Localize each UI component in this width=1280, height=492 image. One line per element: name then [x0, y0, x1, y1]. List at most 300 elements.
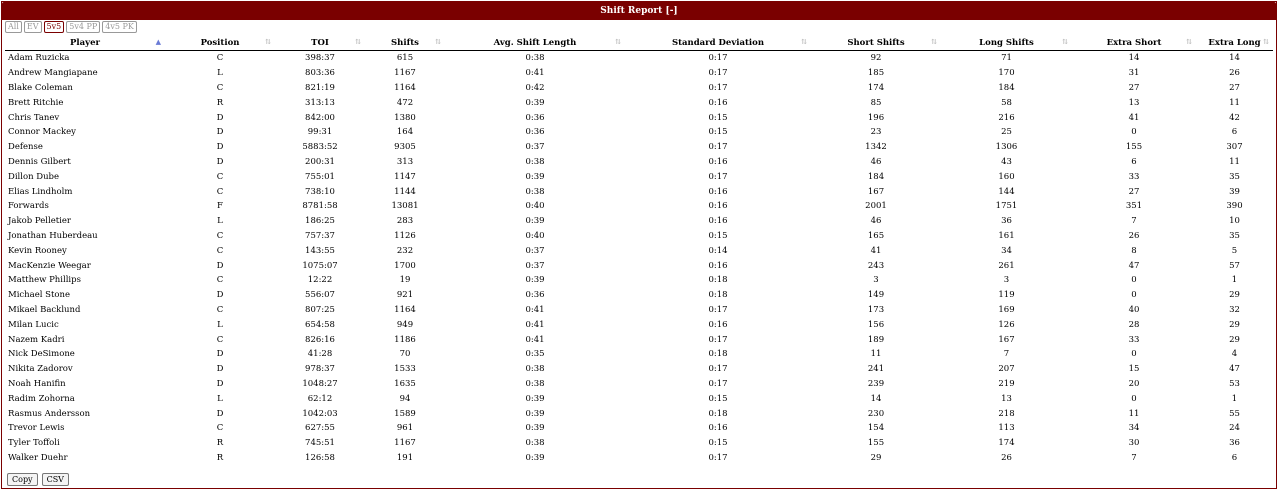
table-cell: C	[216, 82, 224, 93]
table-cell: D	[216, 349, 224, 360]
table-cell: 0:17	[708, 171, 728, 182]
table-cell: 167	[998, 334, 1015, 345]
table-cell: 0:16	[708, 423, 728, 434]
table-cell: 33	[1128, 171, 1140, 182]
table-cell: 738:10	[305, 186, 335, 197]
table-cell: 0:37	[525, 245, 545, 256]
table-cell: 8781:58	[302, 201, 338, 212]
column-header-toi[interactable]	[275, 35, 365, 51]
table-cell: 11	[1229, 97, 1240, 108]
table-cell: 0:16	[708, 156, 728, 167]
table-cell: 26	[1001, 452, 1012, 463]
table-row	[5, 362, 1273, 377]
player-name-cell: Milan Lucic	[8, 319, 59, 330]
table-cell: D	[216, 290, 224, 301]
table-cell: 53	[1229, 378, 1240, 389]
table-cell: D	[216, 260, 224, 271]
table-row	[5, 214, 1273, 229]
table-cell: 0:14	[708, 245, 728, 256]
column-header-label: Long Shifts	[979, 37, 1034, 48]
table-cell: 0:17	[708, 142, 728, 153]
table-cell: 92	[870, 53, 882, 64]
table-cell: L	[217, 216, 223, 227]
table-cell: 184	[867, 171, 885, 182]
table-cell: 0:39	[525, 423, 545, 434]
sort-icon: ⇅	[615, 37, 621, 46]
sort-icon: ⇅	[1263, 37, 1269, 46]
table-cell: 0	[1131, 127, 1137, 138]
table-cell: 0:17	[708, 304, 728, 315]
table-cell: 0:41	[525, 68, 545, 79]
table-cell: 6	[1231, 127, 1238, 138]
table-cell: 12:22	[307, 275, 333, 286]
table-cell: L	[217, 68, 223, 79]
column-header-long-shifts[interactable]	[941, 35, 1072, 51]
table-cell: 0	[1131, 275, 1137, 286]
table-cell: 0:39	[525, 408, 545, 419]
table-cell: R	[216, 97, 224, 108]
table-cell: 7	[1131, 452, 1137, 463]
table-cell: 8	[1131, 245, 1137, 256]
table-cell: 1042:03	[302, 408, 338, 419]
table-cell: 14	[1128, 53, 1140, 64]
table-cell: 13	[1001, 393, 1012, 404]
table-cell: 2001	[865, 201, 887, 212]
table-cell: C	[216, 275, 224, 286]
table-cell: L	[217, 393, 223, 404]
table-row	[5, 421, 1273, 436]
player-name-cell: Matthew Phillips	[8, 275, 81, 286]
filter-4v5-pk[interactable]: 4v5 PK	[102, 21, 137, 33]
table-cell: 627:55	[305, 423, 335, 434]
table-cell: F	[217, 201, 223, 212]
table-cell: 0:39	[525, 275, 545, 286]
table-row	[5, 451, 1273, 466]
player-name-cell: Kevin Rooney	[8, 245, 67, 256]
table-row	[5, 406, 1273, 421]
table-cell: 41	[870, 245, 882, 256]
player-name-cell: Nazem Kadri	[8, 334, 65, 345]
table-cell: 1306	[995, 142, 1018, 153]
table-cell: 1589	[394, 408, 416, 419]
filter-ev[interactable]: EV	[24, 21, 42, 33]
sort-icon: ⇅	[265, 37, 271, 46]
table-cell: 155	[1125, 142, 1143, 153]
player-name-cell: Rasmus Andersson	[8, 408, 91, 419]
table-cell: 821:19	[305, 82, 335, 93]
table-cell: 184	[998, 82, 1015, 93]
table-cell: 15	[1128, 364, 1140, 375]
table-cell: 1126	[394, 230, 416, 241]
table-cell: 230	[867, 408, 885, 419]
table-cell: 1147	[394, 171, 416, 182]
table-cell: 216	[998, 112, 1015, 123]
situation-filters	[5, 21, 137, 33]
table-cell: 0:41	[525, 304, 545, 315]
table-row	[5, 81, 1273, 96]
table-cell: D	[216, 112, 224, 123]
table-row	[5, 66, 1273, 81]
sort-icon: ⇅	[1186, 37, 1192, 46]
table-cell: 1164	[394, 304, 416, 315]
table-cell: 143:55	[305, 245, 335, 256]
table-cell: 9305	[394, 142, 416, 153]
table-row	[5, 155, 1273, 170]
table-cell: 949	[396, 319, 414, 330]
column-header-label: TOI	[311, 37, 329, 48]
table-cell: D	[216, 364, 224, 375]
table-row	[5, 51, 1273, 66]
table-cell: 0	[1131, 393, 1137, 404]
table-cell: 47	[1128, 260, 1140, 271]
table-cell: 32	[1229, 304, 1240, 315]
column-header-label: Shifts	[391, 37, 419, 48]
table-cell: 1	[1231, 275, 1238, 286]
table-cell: D	[216, 378, 224, 389]
table-cell: 1380	[394, 112, 416, 123]
table-cell: 0:37	[525, 260, 545, 271]
table-cell: 978:37	[305, 364, 335, 375]
table-cell: 29	[870, 452, 882, 463]
table-cell: 26	[1229, 68, 1240, 79]
table-cell: 0:41	[525, 334, 545, 345]
table-cell: 0:16	[708, 319, 728, 330]
table-cell: 185	[867, 68, 885, 79]
table-cell: 207	[998, 364, 1015, 375]
table-cell: 170	[998, 68, 1015, 79]
table-row	[5, 391, 1273, 406]
table-cell: 0:42	[525, 82, 545, 93]
table-cell: 11	[870, 349, 882, 360]
table-cell: 0:37	[525, 142, 545, 153]
table-cell: 0:40	[525, 230, 545, 241]
table-cell: 0:38	[525, 186, 545, 197]
player-name-cell: Jakob Pelletier	[8, 216, 71, 227]
player-name-cell: Trevor Lewis	[8, 423, 65, 434]
column-header-position[interactable]	[165, 35, 275, 51]
table-cell: 961	[396, 423, 414, 434]
table-cell: C	[216, 423, 224, 434]
table-cell: 35	[1229, 230, 1240, 241]
filter-5v4-pp[interactable]: 5v4 PP	[66, 21, 100, 33]
table-cell: 0:17	[708, 82, 728, 93]
table-cell: 755:01	[305, 171, 335, 182]
column-header-avg-shift-length[interactable]	[445, 35, 625, 51]
table-cell: C	[216, 304, 224, 315]
table-cell: 1048:27	[302, 378, 338, 389]
table-cell: 0:17	[708, 334, 728, 345]
player-name-cell: Dennis Gilbert	[8, 156, 71, 167]
table-cell: 156	[867, 319, 885, 330]
table-cell: R	[216, 438, 224, 449]
column-header-extra-long[interactable]	[1196, 35, 1273, 51]
table-cell: 10	[1229, 216, 1240, 227]
table-row	[5, 184, 1273, 199]
table-cell: 34	[1128, 423, 1140, 434]
player-name-cell: Dillon Dube	[8, 171, 60, 182]
table-cell: 144	[998, 186, 1015, 197]
table-header-row	[5, 35, 1273, 51]
table-cell: 126:58	[305, 452, 335, 463]
table-cell: 13	[1128, 97, 1140, 108]
table-cell: 0:18	[708, 349, 728, 360]
table-cell: 39	[1229, 186, 1240, 197]
shift-table	[5, 35, 1273, 465]
table-cell: 169	[998, 304, 1015, 315]
table-cell: 0:39	[525, 171, 545, 182]
csv-button[interactable]: CSV	[42, 473, 69, 486]
table-cell: 189	[867, 334, 885, 345]
sort-icon: ⇅	[435, 37, 441, 46]
column-header-label: Position	[200, 37, 240, 48]
table-cell: 0:17	[708, 378, 728, 389]
table-cell: D	[216, 142, 224, 153]
player-name-cell: Walker Duehr	[8, 452, 68, 463]
table-row	[5, 377, 1273, 392]
sort-icon: ⇅	[355, 37, 361, 46]
table-row	[5, 436, 1273, 451]
table-cell: 1342	[865, 142, 887, 153]
table-cell: 0:36	[525, 112, 545, 123]
table-cell: 161	[998, 230, 1015, 241]
table-cell: 47	[1229, 364, 1240, 375]
table-cell: 14	[870, 393, 882, 404]
table-cell: 0:36	[525, 127, 545, 138]
table-cell: 757:37	[305, 230, 335, 241]
table-cell: 35	[1229, 171, 1240, 182]
table-cell: 826:16	[305, 334, 335, 345]
table-cell: 351	[1125, 201, 1143, 212]
table-row	[5, 125, 1273, 140]
sort-icon: ⇅	[931, 37, 937, 46]
table-cell: 803:36	[305, 68, 335, 79]
table-cell: D	[216, 127, 224, 138]
table-cell: 5883:52	[302, 142, 338, 153]
table-cell: 1186	[394, 334, 416, 345]
table-cell: 7	[1003, 349, 1010, 360]
table-cell: 0:41	[525, 319, 545, 330]
column-header-standard-deviation[interactable]	[625, 35, 811, 51]
table-cell: 0:15	[708, 230, 728, 241]
table-cell: 0:38	[525, 378, 545, 389]
table-row	[5, 303, 1273, 318]
table-cell: 0:38	[525, 53, 545, 64]
table-cell: 164	[396, 127, 414, 138]
column-header-label: Player	[70, 37, 100, 48]
table-cell: 85	[870, 97, 882, 108]
table-cell: 46	[870, 156, 882, 167]
table-cell: 807:25	[305, 304, 335, 315]
table-row	[5, 258, 1273, 273]
table-row	[5, 110, 1273, 125]
table-cell: 1	[1231, 393, 1238, 404]
table-cell: 0	[1131, 290, 1137, 301]
player-name-cell: Michael Stone	[8, 290, 71, 301]
table-cell: 842:00	[305, 112, 335, 123]
table-cell: 7	[1131, 216, 1137, 227]
table-cell: 186:25	[305, 216, 335, 227]
table-row	[5, 140, 1273, 155]
table-cell: 0:35	[525, 349, 545, 360]
column-header-player[interactable]	[5, 35, 165, 51]
player-name-cell: Brett Ritchie	[8, 97, 64, 108]
table-cell: 31	[1128, 68, 1140, 79]
table-cell: 654:58	[305, 319, 335, 330]
table-cell: 29	[1229, 334, 1240, 345]
table-row	[5, 169, 1273, 184]
table-cell: 11	[1128, 408, 1140, 419]
table-cell: 0:16	[708, 260, 728, 271]
player-name-cell: Tyler Toffoli	[8, 438, 60, 449]
table-cell: 29	[1229, 290, 1240, 301]
table-cell: 27	[1128, 186, 1140, 197]
table-cell: 28	[1128, 319, 1140, 330]
table-row	[5, 95, 1273, 110]
table-cell: D	[216, 408, 224, 419]
table-cell: 3	[1003, 275, 1010, 286]
table-row	[5, 317, 1273, 332]
table-cell: 55	[1229, 408, 1240, 419]
table-row	[5, 243, 1273, 258]
table-cell: 36	[1001, 216, 1012, 227]
table-cell: 0:15	[708, 127, 728, 138]
table-cell: 167	[867, 186, 885, 197]
table-cell: 5	[1231, 245, 1238, 256]
table-cell: 1167	[394, 438, 416, 449]
table-cell: 0:17	[708, 68, 728, 79]
table-cell: 0:17	[708, 364, 728, 375]
table-cell: 1075:07	[302, 260, 338, 271]
table-cell: L	[217, 319, 223, 330]
table-cell: 390	[1226, 201, 1243, 212]
table-cell: 1700	[394, 260, 416, 271]
table-cell: 99:31	[307, 127, 333, 138]
column-header-label: Extra Short	[1106, 37, 1162, 48]
table-cell: 472	[396, 97, 414, 108]
table-cell: 160	[998, 171, 1015, 182]
table-cell: 6	[1231, 452, 1238, 463]
table-cell: 33	[1128, 334, 1140, 345]
table-cell: 241	[867, 364, 885, 375]
table-cell: 155	[867, 438, 885, 449]
table-body	[5, 51, 1273, 466]
player-name-cell: Mikael Backlund	[8, 304, 81, 315]
table-cell: 0:18	[708, 408, 728, 419]
table-cell: 43	[1001, 156, 1012, 167]
player-name-cell: Blake Coleman	[8, 82, 73, 93]
table-cell: 174	[867, 82, 885, 93]
table-cell: 30	[1128, 438, 1140, 449]
table-cell: 398:37	[305, 53, 335, 64]
table-cell: 19	[399, 275, 411, 286]
table-cell: 0:17	[708, 452, 728, 463]
copy-button[interactable]: Copy	[7, 473, 38, 486]
player-name-cell: Chris Tanev	[8, 112, 60, 123]
table-cell: 154	[867, 423, 885, 434]
table-cell: C	[216, 186, 224, 197]
player-name-cell: Nick DeSimone	[8, 349, 75, 360]
column-header-label: Short Shifts	[847, 37, 905, 48]
table-cell: 0:38	[525, 438, 545, 449]
player-name-cell: Radim Zohorna	[8, 393, 75, 404]
player-name-cell: MacKenzie Weegar	[8, 260, 91, 271]
table-cell: 261	[998, 260, 1015, 271]
table-cell: 0:15	[708, 393, 728, 404]
table-cell: 0:39	[525, 393, 545, 404]
player-name-cell: Elias Lindholm	[8, 186, 73, 197]
table-cell: 283	[396, 216, 414, 227]
table-cell: 3	[873, 275, 879, 286]
table-cell: 0:15	[708, 438, 728, 449]
table-cell: 219	[998, 378, 1015, 389]
table-cell: 41	[1128, 112, 1140, 123]
table-cell: 126	[998, 319, 1015, 330]
panel-title[interactable]: Shift Report [-]	[2, 2, 1276, 20]
table-cell: 173	[867, 304, 885, 315]
table-cell: 1533	[394, 364, 416, 375]
table-cell: 0:36	[525, 290, 545, 301]
table-cell: R	[216, 452, 224, 463]
table-cell: 1144	[394, 186, 416, 197]
table-cell: 27	[1229, 82, 1240, 93]
table-cell: 200:31	[305, 156, 335, 167]
table-cell: 6	[1131, 156, 1137, 167]
table-cell: 62:12	[307, 393, 333, 404]
table-cell: 57	[1229, 260, 1240, 271]
sort-ascending-icon: ▲	[155, 37, 161, 46]
table-cell: 1164	[394, 82, 416, 93]
player-name-cell: Forwards	[8, 201, 49, 212]
table-cell: 196	[867, 112, 885, 123]
table-cell: 0:40	[525, 201, 545, 212]
table-cell: 615	[396, 53, 414, 64]
table-cell: 174	[998, 438, 1015, 449]
table-cell: 0:16	[708, 201, 728, 212]
sort-icon: ⇅	[801, 37, 807, 46]
table-cell: 0:39	[525, 216, 545, 227]
filter-all[interactable]: All	[5, 21, 22, 33]
player-name-cell: Adam Ruzicka	[8, 53, 70, 64]
table-cell: 20	[1128, 378, 1140, 389]
table-cell: 58	[1001, 97, 1012, 108]
table-cell: C	[216, 53, 224, 64]
table-cell: 27	[1128, 82, 1140, 93]
table-cell: 46	[870, 216, 882, 227]
export-buttons	[7, 473, 69, 486]
table-cell: 1635	[394, 378, 416, 389]
table-cell: 307	[1226, 142, 1243, 153]
table-cell: 119	[998, 290, 1015, 301]
table-cell: 0:16	[708, 216, 728, 227]
table-cell: 24	[1229, 423, 1240, 434]
table-cell: C	[216, 171, 224, 182]
filter-5v5[interactable]: 5v5	[44, 21, 65, 33]
table-cell: 0:15	[708, 112, 728, 123]
player-name-cell: Jonathan Huberdeau	[8, 230, 98, 241]
table-cell: 218	[998, 408, 1015, 419]
column-header-short-shifts[interactable]	[811, 35, 941, 51]
table-cell: 313:13	[305, 97, 335, 108]
table-cell: 0:16	[708, 97, 728, 108]
column-header-extra-short[interactable]	[1072, 35, 1196, 51]
table-cell: 0:38	[525, 156, 545, 167]
table-cell: 0	[1131, 349, 1137, 360]
column-header-shifts[interactable]	[365, 35, 445, 51]
table-cell: 232	[396, 245, 414, 256]
table-cell: 42	[1229, 112, 1240, 123]
table-cell: 921	[396, 290, 414, 301]
table-row	[5, 347, 1273, 362]
